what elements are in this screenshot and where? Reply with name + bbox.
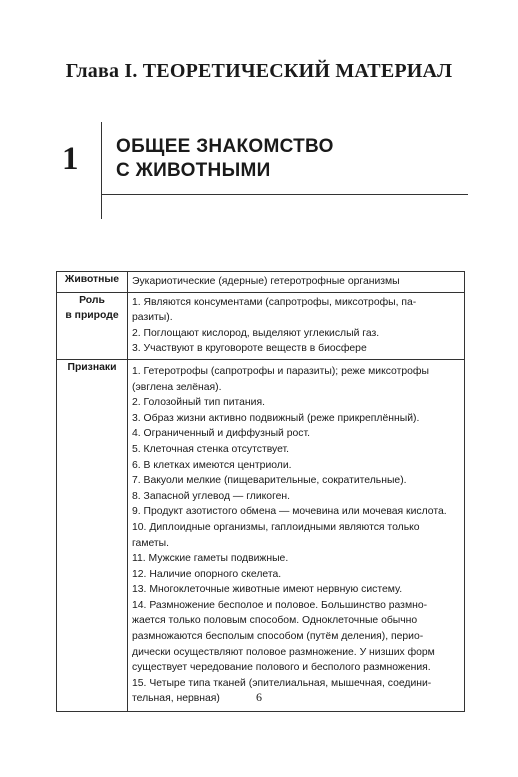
row-value-role [128,292,465,359]
table-row [57,272,465,293]
text-line: (эвглена зелёная). [132,381,222,393]
text-line: 3. Образ жизни активно подвижный (реже прикреплённый). [132,412,420,424]
page-number: 6 [256,690,262,704]
text-line: 3. Участвуют в круговороте веществ в биосфере [132,343,367,355]
section-title-line: С ЖИВОТНЫМИ [116,160,271,181]
row-label-features: Признаки [57,359,128,711]
text-line: существует чередование полового и бесполого размножения. [132,662,431,674]
text-line: 11. Мужские гаметы подвижные. [132,553,289,565]
info-table [56,271,465,712]
row-value-features [128,359,465,711]
text-line: 15. Четыре типа тканей (эпителиальная, мышечная, соедини- [132,677,432,689]
text-line: 8. Запасной углевод — гликоген. [132,490,291,502]
section-title [116,135,456,183]
text-line: жается только половым способом. Одноклеточные обычно [132,615,418,627]
text-line: разиты). [132,312,173,324]
text-line: гаметы. [132,537,170,549]
text-line: 5. Клеточная стенка отсутствует. [132,443,290,455]
section-title-line: ОБЩЕЕ ЗНАКОМСТВО [116,136,334,157]
text-line: размножаются бесполым способом (путём деления), перио- [132,631,424,643]
row-label-line: в природе [65,310,119,322]
text-line: 6. В клетках имеются центриоли. [132,459,292,471]
text-line: 12. Наличие опорного скелета. [132,568,282,580]
row-label-role [57,292,128,359]
text-line: 14. Размножение бесполое и половое. Большинство размно- [132,599,428,611]
text-line: 1. Являются консументами (сапротрофы, миксотрофы, па- [132,296,417,308]
text-line: дически осуществляют половое размножение. У низших форм [132,646,435,658]
text-line: 9. Продукт азотистого обмена — мочевина или мочевая кислота. [132,506,447,518]
text-line: 4. Ограниченный и диффузный рост. [132,428,310,440]
table-row [57,292,465,359]
table-row [57,359,465,711]
text-line: 7. Вакуоли мелкие (пищеварительные, сократительные). [132,475,407,487]
chapter-title: Глава I. ТЕОРЕТИЧЕСКИЙ МАТЕРИАЛ [65,60,453,82]
row-label-animals: Животные [57,272,128,293]
section-horizontal-rule [101,194,468,195]
text-line: 1. Гетеротрофы (сапротрофы и паразиты); реже миксотрофы [132,365,429,377]
text-line: 2. Голозойный тип питания. [132,397,265,409]
row-value-animals: Эукариотические (ядерные) гетеротрофные организмы [128,272,465,293]
section-vertical-rule [101,122,102,219]
text-line: 13. Многоклеточные животные имеют нервную систему. [132,584,403,596]
row-label-line: Роль [79,294,105,306]
text-line: тельная, нервная) [132,693,220,705]
text-line: 2. Поглощают кислород, выделяют углекислый газ. [132,327,380,339]
text-line: 10. Диплоидные организмы, гаплоидными являются только [132,521,420,533]
section-number: 1 [62,141,79,177]
